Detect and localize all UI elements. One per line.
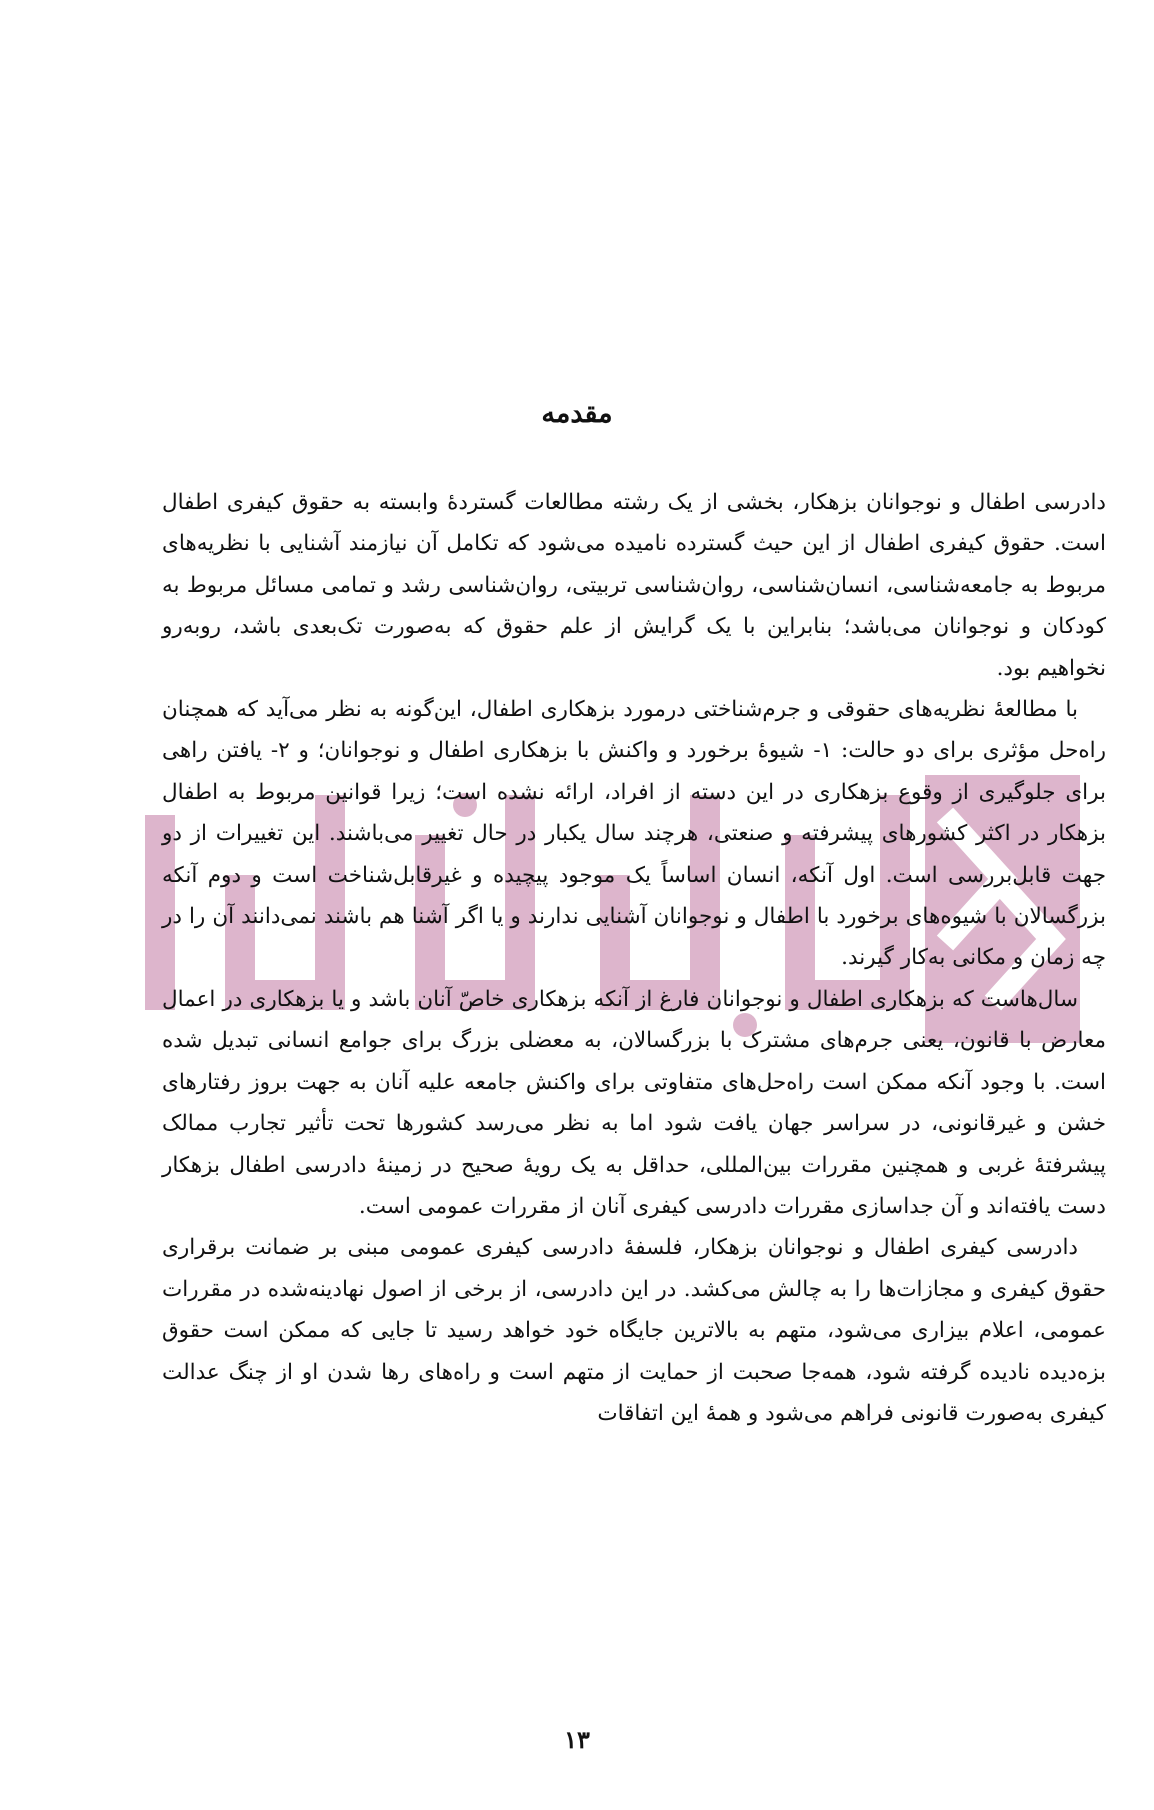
paragraph-2: با مطالعهٔ نظریه‌های حقوقی و جرم‌شناختی درمورد بزهکاری اطفال، این‌گونه به نظر می‌آید که همچنان راه‌حل مؤثری برای دو حالت: ۱- شیوهٔ برخورد و واکنش با بزهکاری اطفال و نوجوانان؛ و ۲- یافتن راهی برای جلوگیری از وقوع بزهکاری در این دسته از افراد، ارائه نشده است؛ زیرا قوانین مربوط به اطفال بزهکار در اکثر کشورهای پیشرفته و صنعتی، هرچند سال یکبار در حال تغییر می‌باشند. این تغییرات از دو جهت قابل‌بررسی است. اول آنکه، انسان اساساً یک موجود پیچیده و غیرقابل‌شناخت است و دوم آنکه بزرگسالان با شیوه‌های برخورد با اطفال و نوجوانان آشنایی ندارند و یا اگر آشنا هم باشند نمی‌دانند آن را در چه زمان و مکانی به‌کار گیرند.: [162, 697, 1107, 971]
body-text: [162, 482, 1106, 1434]
paragraph-3: سال‌هاست که بزهکاری اطفال و نوجوانان فارغ از آنکه بزهکاری خاصّ آنان باشد و یا بزهکاری در اعمال معارض با قانون، یعنی جرم‌های مشترک با بزرگسالان، به معضلی بزرگ برای جوامع انسانی تبدیل شده است. با وجود آنکه ممکن است راه‌حل‌های متفاوتی برای واکنش جامعه علیه آنان به جهت بروز رفتارهای خشن و غیرقانونی، در سراسر جهان یافت شود اما به نظر می‌رسد کشورها تحت تأثیر تجارب ممالک پیشرفتهٔ غربی و همچنین مقررات بین‌المللی، حداقل به یک رویهٔ صحیح در زمینهٔ دادرسی اطفال بزهکار دست یافته‌اند و آن جداسازی مقررات دادرسی کیفری آنان از مقررات عمومی است.: [162, 986, 1106, 1219]
page-number: ۱۳: [564, 1725, 590, 1754]
paragraph-4: دادرسی کیفری اطفال و نوجوانان بزهکار، فلسفهٔ دادرسی کیفری عمومی مبنی بر ضمانت برقراری حقوق کیفری و مجازات‌ها را به چالش می‌کشد. در این دادرسی، از برخی از اصول نهادینه‌شده در مقررات عمومی، اعلام بیزاری می‌شود، متهم به بالاترین جایگاه خود خواهد رسید تا جایی که ممکن است حقوق بزه‌دیده نادیده گرفته شود، همه‌جا صحبت از حمایت از متهم است و راه‌های رها شدن او از چنگ عدالت کیفری به‌صورت قانونی فراهم می‌شود و همهٔ این اتفاقات: [162, 1235, 1106, 1426]
paragraph-1: دادرسی اطفال و نوجوانان بزهکار، بخشی از یک رشته مطالعات گستردهٔ وابسته به حقوق کیفری اطفال است. حقوق کیفری اطفال از این حیث گسترده نامیده می‌شود که تکامل آن نیازمند آشنایی با نظریه‌های مربوط به جامعه‌شناسی، انسان‌شناسی، روان‌شناسی تربیتی، روان‌شناسی رشد و تمامی مسائل مربوط به کودکان و نوجوانان می‌باشد؛ بنابراین با یک گرایش از علم حقوق که به‌صورت تک‌بعدی باشد، روبه‌رو نخواهیم بود.: [162, 490, 1106, 681]
chapter-title: مقدمه: [541, 398, 613, 429]
